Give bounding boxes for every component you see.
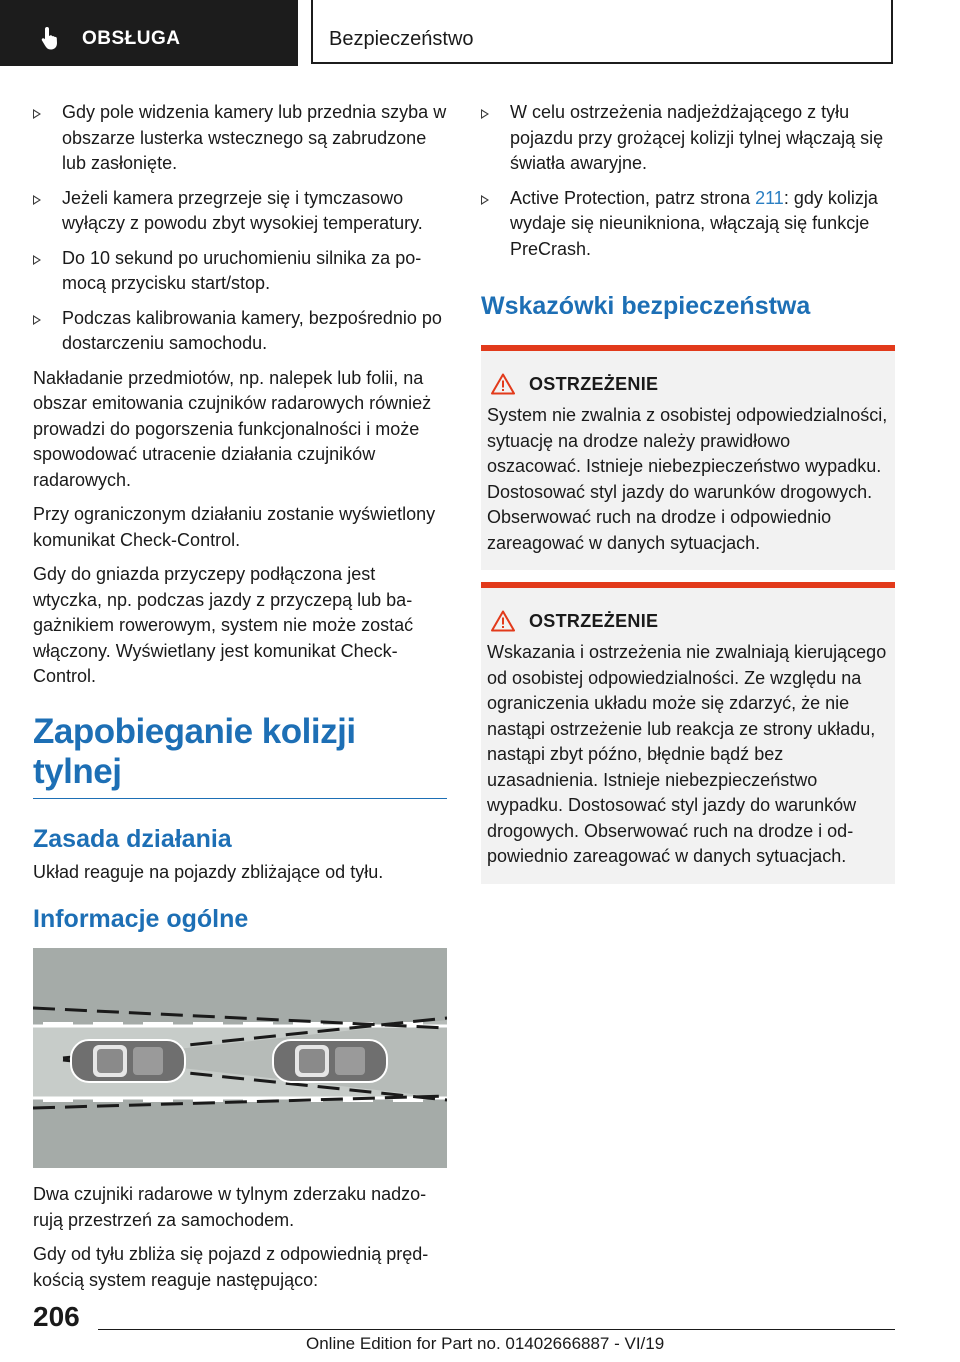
condition-list — [33, 100, 447, 357]
section-title: Zapobieganie kolizji tylnej — [33, 712, 447, 799]
general-info-title: Informacje ogólne — [33, 905, 249, 933]
body-paragraph: Gdy od tyłu zbliża się pojazd z odpowiednią prędkością system reaguje następująco: — [33, 1244, 429, 1290]
body-paragraph: Przy ograniczonym działaniu zostanie wyświetlony komunikat Check-Control. — [33, 504, 436, 550]
page-header — [0, 0, 960, 66]
list-item: W celu ostrzeżenia nadjeżdżającego z tyłu pojazdu przy grożącej kolizji tylnej włączają się światła awaryjne. — [481, 100, 895, 177]
warning-box — [481, 582, 895, 884]
reaction-list — [481, 100, 895, 262]
triangle-bullet-icon — [33, 195, 41, 205]
page-number: 206 — [33, 1301, 80, 1332]
left-column — [33, 100, 447, 1302]
list-item: Gdy pole widzenia kamery lub przednia szyba w obszarze lusterka wstecznego są zabrudzone lub zasłonięte. — [33, 100, 447, 177]
warning-header — [491, 373, 889, 395]
body-paragraph: Nakładanie przedmiotów, np. nalepek lub folii, na obszar emitowania czujników radarowych również prowadzi do pogorszenia funkcjonalności i może spowodować utracenie działania czujników radarowych. — [33, 367, 432, 490]
warning-triangle-icon — [491, 610, 515, 632]
list-item: Do 10 sekund po uruchomieniu silnika za pomocą przycisku start/stop. — [33, 246, 447, 297]
road-diagram — [33, 948, 447, 1168]
chapter-title: Bezpieczeństwo — [329, 28, 474, 50]
warning-title: OSTRZEŻENIE — [529, 610, 659, 631]
principle-text: Układ reaguje na pojazdy zbliżające od tyłu. — [33, 861, 384, 882]
hand-pointer-icon — [38, 25, 64, 51]
body-paragraph: Gdy do gniazda przyczepy podłączona jest wtyczka, np. podczas jazdy z przyczepą lub bagażnikiem rowerowym, system nie może zostać włączony. Wyświetlany jest komunikat Check-Control. — [33, 564, 414, 686]
approaching-car-icon — [273, 1040, 387, 1082]
subsection-title: Zasada działania — [33, 824, 232, 853]
warning-box — [481, 345, 895, 570]
chapter-title-box — [311, 0, 893, 64]
list-item: Podczas kalibrowania kamery, bezpośrednio po dostarczeniu samochodu. — [33, 306, 447, 357]
triangle-bullet-icon — [33, 255, 41, 265]
rear-radar-illustration — [33, 948, 447, 1168]
safety-notes-title: Wskazówki bezpieczeństwa — [481, 292, 811, 320]
warning-header — [491, 610, 889, 632]
triangle-bullet-icon — [33, 109, 41, 119]
right-column — [481, 100, 895, 896]
triangle-bullet-icon — [33, 315, 41, 325]
edition-info: Online Edition for Part no. 01402666887 - VI/19 — [306, 1334, 665, 1353]
chapter-tab-label: OBSŁUGA — [82, 28, 181, 49]
warning-triangle-icon — [491, 373, 515, 395]
warning-text: System nie zwalnia z osobistej odpowiedzialności, sytuację na drodze należy prawidłowo oszacować. Istnieje niebezpieczeństwo wypadku. Dostosować styl jazdy do warunków drogowych. Obserwować ruch na drodze i odpowiednio zareagować w danych sytuacjach. — [487, 405, 888, 553]
figure-caption: Dwa czujniki radarowe w tylnym zderzaku nadzorują przestrzeń za samochodem. — [33, 1184, 427, 1230]
chapter-tab — [0, 0, 298, 66]
footer-divider — [98, 1329, 895, 1330]
list-item: Active Protection, patrz strona 211: gdy kolizja wydaje się nieunikniona, włączają się funkcje PreCrash. — [481, 186, 895, 263]
list-item: Jeżeli kamera przegrzeje się i tymczasowo wyłączy z powodu zbyt wysokiej temperatury. — [33, 186, 447, 237]
triangle-bullet-icon — [481, 109, 489, 119]
triangle-bullet-icon — [481, 195, 489, 205]
warning-text: Wskazania i ostrzeżenia nie zwalniają kierującego od osobistej odpowiedzialności. Ze względu na ograniczenia układu może się zdarzyć, że nie nastąpi ostrzeżenie lub reakcja ze strony układu, nastąpi zbyt późno, błędnie bądź bez uzasadnienia. Istnieje niebezpieczeństwo wypadku. Dostosować styl jazdy do warunków drogowych. Obserwować ruch na drodze i odpowiednio zareagować w danych sytuacjach. — [487, 642, 887, 866]
page-reference-link[interactable]: 211 — [755, 187, 784, 208]
own-car-icon — [71, 1040, 185, 1082]
warning-title: OSTRZEŻENIE — [529, 373, 659, 394]
